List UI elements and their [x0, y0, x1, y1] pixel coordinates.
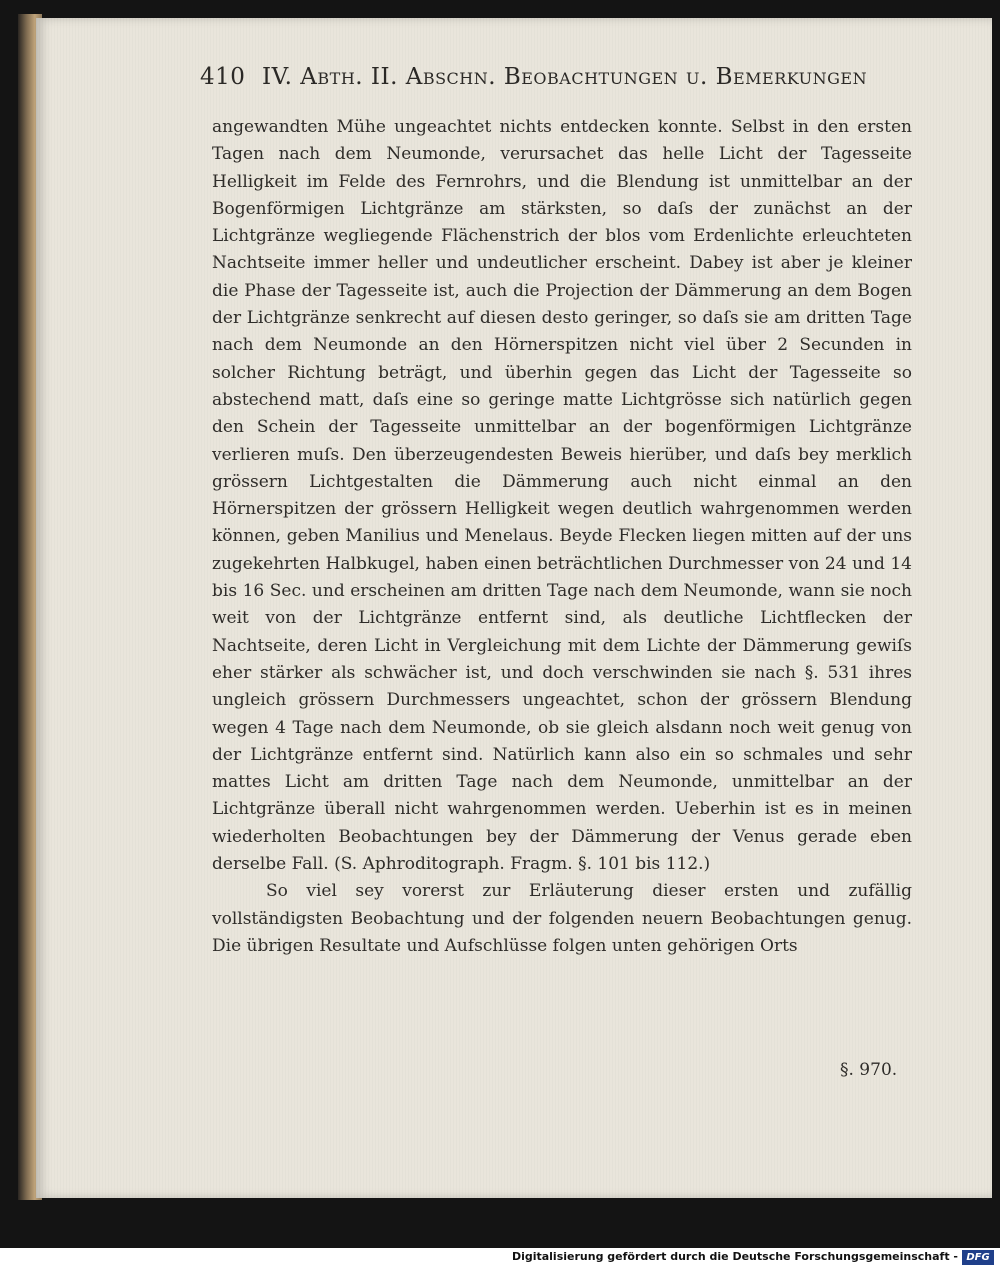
body-text	[212, 114, 912, 960]
dfg-logo-icon: DFG	[962, 1250, 994, 1265]
page-number: 410	[200, 64, 246, 90]
footer-credit: Digitalisierung gefördert durch die Deutsche Forschungsgemeinschaft -	[511, 1250, 958, 1263]
paragraph-1: angewandten Mühe ungeachtet nichts entdecken konnte. Selbst in den ersten Tagen nach dem Neumonde, verursachet das helle Licht der Tagesseite Helligkeit im Felde des Fernrohrs, und die Blendung ist unmittelbar an der Bogenförmigen Lichtgränze am stärksten, so daſs der zunächst an der Lichtgränze wegliegende Flächenstrich der blos vom Erdenlichte erleuchteten Nachtseite immer heller und undeutlicher erscheint. Dabey ist aber je kleiner die Phase der Tagesseite ist, auch die Projection der Dämmerung an dem Bogen der Lichtgränze senkrecht auf diesen desto geringer, so daſs sie am dritten Tage nach dem Neumonde an den Hörnerspitzen nicht viel über 2 Secunden in solcher Richtung beträgt, und überhin gegen das Licht der Tagesseite so abstechend matt, daſs eine so geringe matte Lichtgrösse sich natürlich gegen den Schein der Tagesseite unmittelbar an der bogenförmigen Lichtgränze verlieren muſs. Den überzeugendesten Beweis hierüber, und daſs bey merklich grössern Lichtgestalten die Dämmerung auch nicht einmal an den Hörnerspitzen der grössern Helligkeit wegen deutlich wahrgenommen werden können, geben Manilius und Menelaus. Beyde Flecken liegen mitten auf der uns zugekehrten Halbkugel, haben einen beträchtlichen Durchmesser von 24 und 14 bis 16 Sec. und erscheinen am dritten Tage nach dem Neumonde, wann sie noch weit von der Lichtgränze entfernt sind, als deutliche Lichtflecken der Nachtseite, deren Licht in Vergleichung mit dem Lichte der Dämmerung gewiſs eher stärker als schwächer ist, und doch verschwinden sie nach §. 531 ihres ungleich grössern Durchmessers ungeachtet, schon der grössern Blendung wegen 4 Tage nach dem Neumonde, ob sie gleich alsdann noch weit genug von der Lichtgränze entfernt sind. Natürlich kann also ein so schmales und sehr mattes Licht am dritten Tage nach dem Neumonde, unmittelbar an der Lichtgränze überall nicht wahrgenommen werden. Ueberhin ist es in meinen wiederholten Beobachtungen bey der Dämmerung der Venus gerade eben derselbe Fall. (S. Aphroditograph. Fragm. §. 101 bis 112.)	[212, 117, 912, 875]
footer-bar	[0, 1248, 1000, 1268]
running-head: IV. Abth. II. Abschn. Beobachtungen u. Bemerkungen	[262, 64, 868, 90]
page-header	[200, 64, 900, 104]
catchword: §. 970.	[840, 1060, 898, 1080]
paragraph-2: So viel sey vorerst zur Erläuterung dieser ersten und zufällig vollständigsten Beobachtung und der folgenden neuern Beobachtungen genug. Die übrigen Resultate und Aufschlüsse folgen unten gehörigen Orts	[212, 881, 912, 956]
